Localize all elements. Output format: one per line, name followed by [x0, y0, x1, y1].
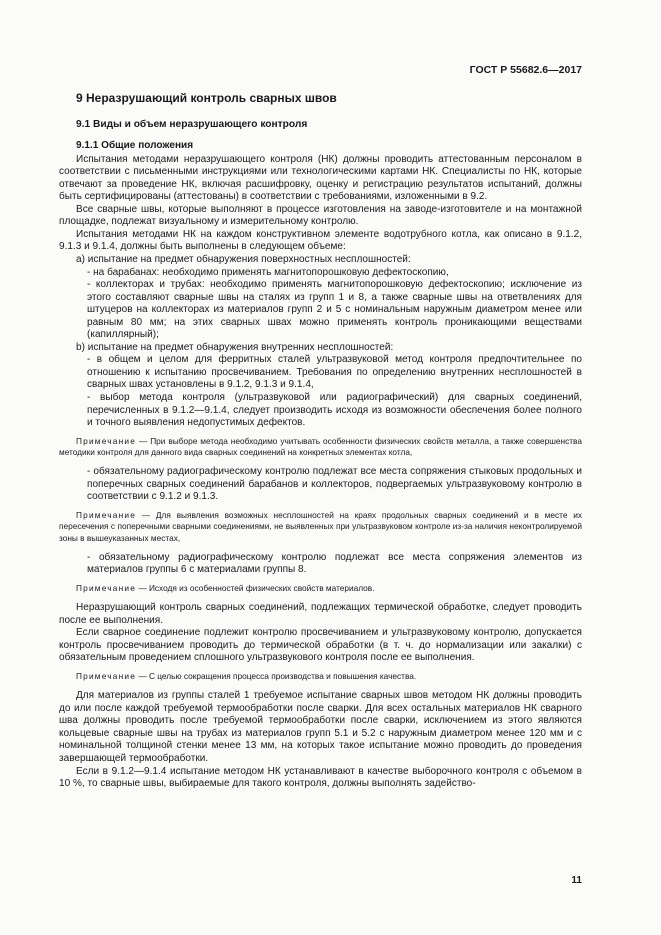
paragraph: Для материалов из группы сталей 1 требуемое испытание сварных швов методом НК должны проводить до или после каждой требуемой термообработки после сварки. Для всех остальных материалов НК сварного шва должны проводить после требуемой термообработки после сварки, исключением из этого являются кольцевые сварные швы на трубах из материалов групп 5.1 и 5.2 с наружным диаметром менее 120 мм и с номинальной толщиной стенки менее 13 мм, на которых такое испытание можно проводить до проведения завершающей термообработки.	[59, 690, 582, 764]
subsubsection-heading: 9.1.1 Общие положения	[76, 140, 194, 152]
list-subitem: - на барабанах: необходимо применять магнитопорошковую дефектоскопию,	[87, 266, 449, 278]
list-subitem: - коллекторах и трубах: необходимо применять магнитопорошковую дефектоскопию; исключение из этого составляют сварные швы на сталях из групп 1 и 8, а также сварные швы на ответвлениях для штуцеров на коллекторах из материалов групп 2 и 5 с номинальным наружным диаметром менее или равным 80 мм; на этих сварных швах можно применять контроль проникающими веществами (капиллярный);	[87, 279, 582, 341]
note-text: — Для выявления возможных несплошностей на краях продольных сварных соединений и в месте их пересечения с поперечными сварными соединениями, не выявленных при ультразвуковом контроле из-за наличия неконтролируемой зоны в вышеуказанных местах,	[59, 509, 582, 543]
list-subitem: - обязательному радиографическому контролю подлежат все места сопряжения элементов из материалов группы 6 с материалами группы 8.	[87, 551, 582, 576]
note-text: — При выборе метода необходимо учитывать особенности физических свойств металла, а также совершенства методики контроля для данного вида сварных соединений на конкретных элементах котла,	[59, 435, 582, 457]
note-text: — Исходя из особенностей физических свойств материалов.	[136, 582, 375, 593]
section-heading: 9 Неразрушающий контроль сварных швов	[76, 91, 337, 105]
note-label: Примечание	[76, 435, 137, 446]
subsection-heading: 9.1 Виды и объем неразрушающего контроля	[76, 118, 308, 130]
list-subitem: - выбор метода контроля (ультразвуковой или радиографический) для сварных соединений, перечисленных в 9.1.2—9.1.4, следует производить исходя из возможности обеспечения более полного и точного выявления недопустимых дефектов.	[87, 392, 582, 429]
paragraph: Если в 9.1.2—9.1.4 испытание методом НК устанавливают в качестве выборочного контроля с объемом в 10 %, то сварные швы, выбираемые для такого контроля, должны выполнять задейство-	[59, 765, 582, 790]
list-subitem: - в общем и целом для ферритных сталей ультразвуковой метод контроля предпочтительнее по отношению к испытанию просвечиванием. Требования по определению внутренних несплошностей в сварных швах установлены в 9.1.2, 9.1.3 и 9.1.4,	[87, 354, 582, 391]
page-number: 11	[571, 875, 582, 886]
note-label: Примечание	[76, 509, 137, 520]
list-item: a) испытание на предмет обнаружения поверхностных несплошностей:	[76, 254, 411, 266]
note	[59, 671, 582, 682]
note-label: Примечание	[76, 582, 137, 593]
note-text: — С целью сокращения процесса производства и повышения качества.	[136, 670, 417, 681]
standard-header: ГОСТ Р 55682.6—2017	[469, 64, 582, 76]
list-item: b) испытание на предмет обнаружения внутренних несплошностей:	[76, 341, 394, 353]
paragraph: Все сварные швы, которые выполняют в процессе изготовления на заводе-изготовителе и на монтажной площадке, подлежат визуальному и измерительному контролю.	[59, 203, 582, 228]
paragraph: Неразрушающий контроль сварных соединений, подлежащих термической обработке, следует проводить после ее выполнения.	[59, 602, 582, 626]
note-label: Примечание	[76, 670, 137, 681]
note	[59, 583, 582, 594]
list-subitem: - обязательному радиографическому контролю подлежат все места сопряжения стыковых продольных и поперечных сварных соединений барабанов и коллекторов, подвергаемых ультразвуковому контролю в соответствии с 9.1.2 и 9.1.3.	[87, 466, 582, 503]
note	[59, 436, 582, 459]
note	[59, 510, 582, 544]
paragraph: Если сварное соединение подлежит контролю просвечиванием и ультразвуковому контролю, допускается контроль просвечиванием проводить до термической обработки (в т. ч. до нормализации или закалки) с обязательным проведением сплошного ультразвукового контроля после ее выполнения.	[59, 627, 582, 664]
paragraph: Испытания методами неразрушающего контроля (НК) должны проводить аттестованным персоналом в соответствии с письменными инструкциями или технологическими картами НК. Специалисты по НК, которые отвечают за проведение НК, включая расшифровку, оценку и регистрацию результатов испытаний, должны быть сертифицированы (аттестованы) в соответствии с требованиями, изложенными в 9.2.	[59, 153, 582, 203]
paragraph: Испытания методами НК на каждом конструктивном элементе водотрубного котла, как описано в 9.1.2, 9.1.3 и 9.1.4, должны быть выполнены в следующем объеме:	[59, 228, 582, 253]
document-body	[59, 92, 582, 791]
